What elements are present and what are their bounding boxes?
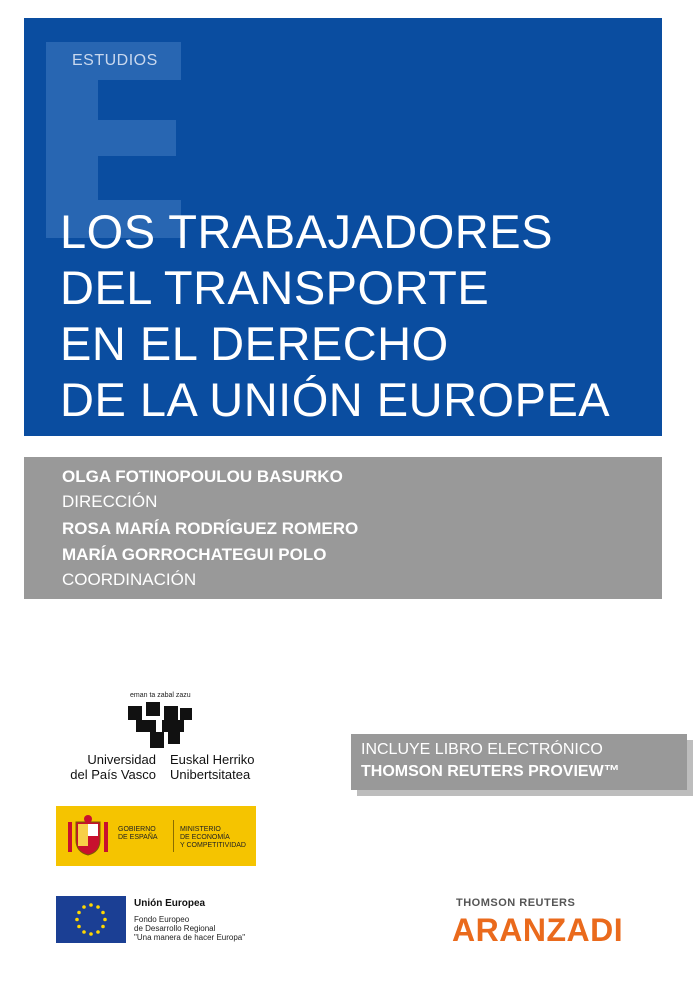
series-label: ESTUDIOS — [72, 52, 158, 69]
ebook-product: THOMSON REUTERS PROVIEW™ — [361, 763, 620, 780]
coordinator-role: COORDINACIÓN — [62, 570, 197, 589]
eu-subtitle-line: de Desarrollo Regional — [134, 924, 216, 933]
gobierno-label-line: GOBIERNO — [118, 826, 156, 833]
ehu-tree-icon — [128, 702, 194, 748]
eu-subtitle — [134, 915, 245, 942]
gobierno-label-line: DE ESPAÑA — [118, 834, 158, 841]
gobierno-label — [118, 826, 158, 842]
gobierno-logo — [56, 806, 256, 866]
ministerio-label-line: MINISTERIO — [180, 826, 221, 833]
title-panel — [24, 18, 662, 436]
director-name: OLGA FOTINOPOULOU BASURKO — [62, 467, 343, 486]
ebook-label: INCLUYE LIBRO ELECTRÓNICO — [361, 741, 603, 758]
title-line: DEL TRANSPORTE — [60, 261, 490, 314]
eu-title: Unión Europea — [134, 898, 206, 909]
publisher-parent: THOMSON REUTERS — [456, 897, 576, 909]
ehu-name-eu-line: Unibertsitatea — [170, 767, 251, 782]
coat-of-arms-icon — [66, 814, 110, 858]
publisher-name: ARANZADI — [452, 912, 624, 948]
coordinator-name-2: MARÍA GORROCHATEGUI POLO — [62, 545, 327, 564]
ehu-name-spanish — [56, 752, 156, 782]
eu-subtitle-line: Fondo Europeo — [134, 915, 190, 924]
ministerio-label — [180, 826, 246, 850]
ministerio-label-line: Y COMPETITIVIDAD — [180, 842, 246, 849]
ehu-motto: eman ta zabal zazu — [130, 692, 191, 699]
ehu-name-eu-line: Euskal Herriko — [170, 752, 255, 767]
ehu-name-es-line: Universidad — [87, 752, 156, 767]
title-line: EN EL DERECHO — [60, 317, 449, 370]
ebook-box — [351, 734, 687, 790]
ehu-name-es-line: del País Vasco — [70, 767, 156, 782]
ehu-name-basque — [170, 752, 255, 782]
gobierno-divider — [173, 820, 174, 852]
book-title — [60, 204, 610, 428]
ministerio-label-line: DE ECONOMÍA — [180, 834, 230, 841]
director-role: DIRECCIÓN — [62, 492, 158, 511]
coordinator-name-1: ROSA MARÍA RODRÍGUEZ ROMERO — [62, 519, 359, 538]
credits-panel — [24, 457, 662, 599]
eu-flag-icon — [56, 896, 126, 943]
title-line: DE LA UNIÓN EUROPEA — [60, 373, 611, 426]
eu-subtitle-line: "Una manera de hacer Europa" — [134, 933, 246, 942]
title-line: LOS TRABAJADORES — [60, 205, 553, 258]
